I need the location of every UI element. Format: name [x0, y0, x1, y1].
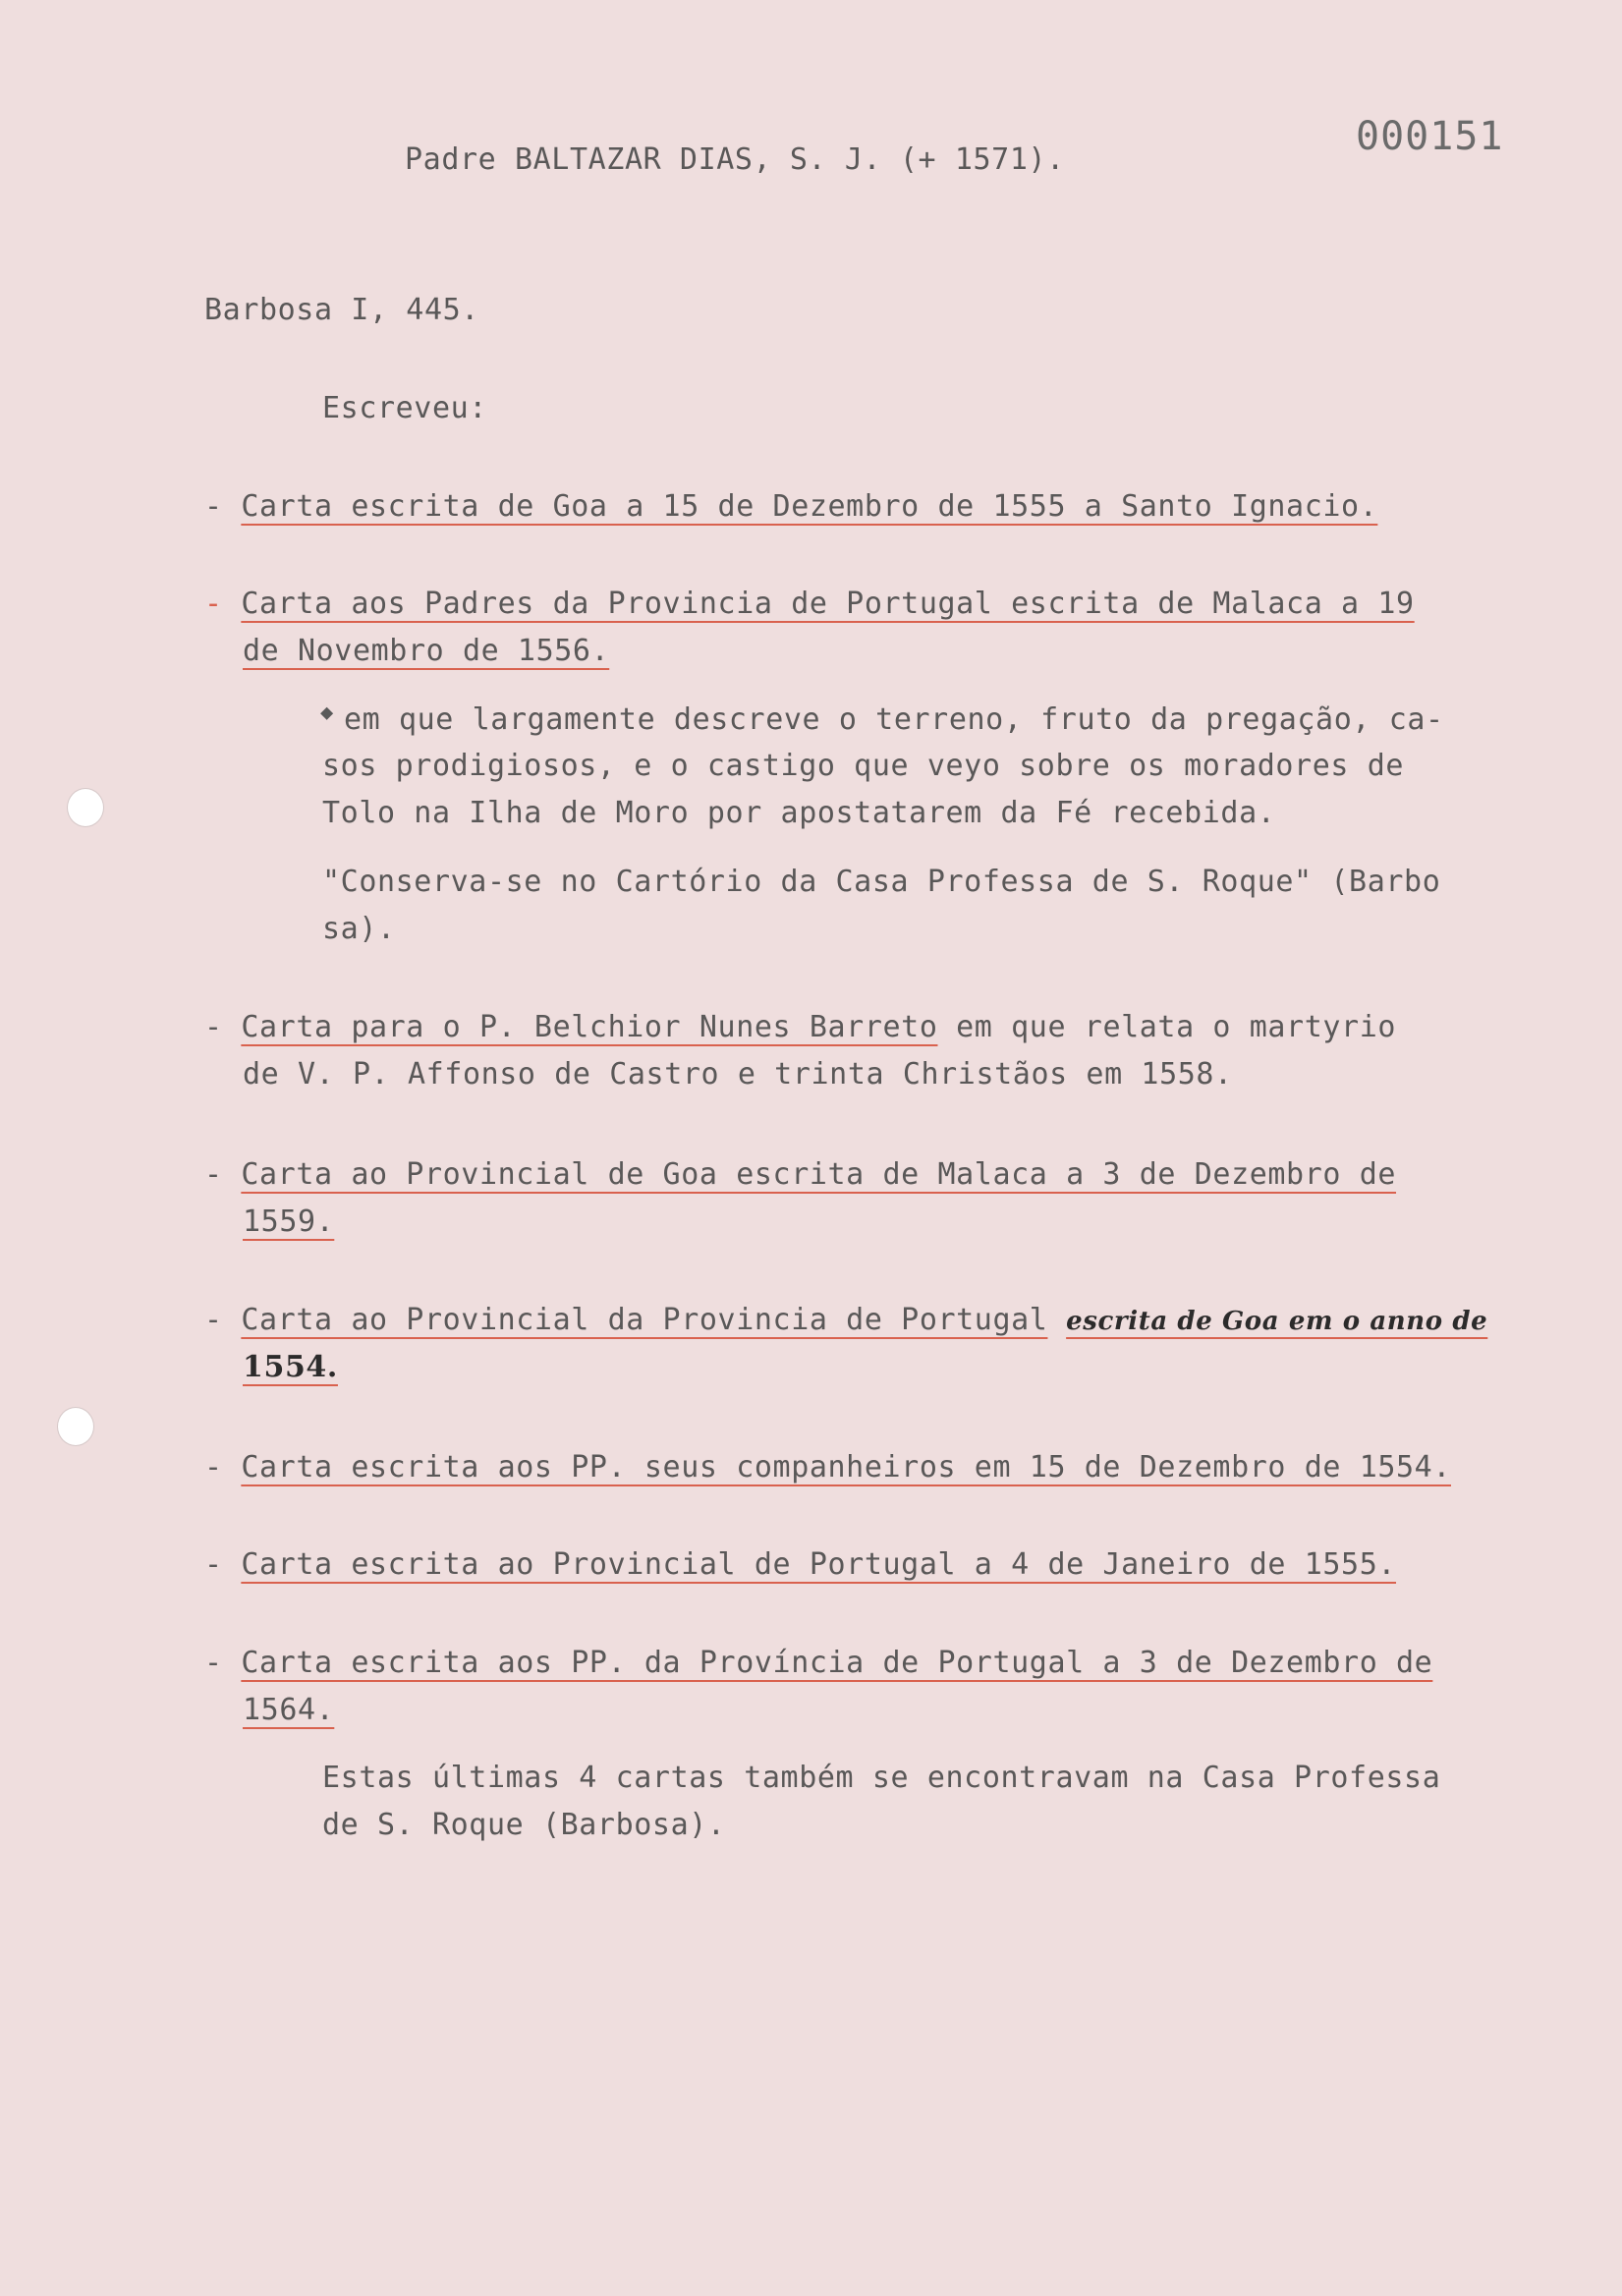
- item-text: Carta para o P. Belchior Nunes Barreto: [241, 1010, 938, 1044]
- insertion-mark-icon: ◆: [320, 700, 334, 725]
- item-text: Carta escrita ao Provincial de Portugal a 4 de Janeiro de 1555.: [241, 1547, 1397, 1582]
- list-item: [204, 1010, 1396, 1044]
- dash: -: [204, 1646, 223, 1680]
- item-text: Carta escrita de Goa a 15 de Dezembro de 1555 a Santo Ignacio.: [241, 489, 1378, 524]
- handwritten-year: 1554.: [243, 1350, 338, 1384]
- item-text: Carta ao Provincial de Goa escrita de Malaca a 3 de Dezembro de: [241, 1157, 1397, 1192]
- note-line: Tolo na Ilha de Moro por apostatarem da Fé recebida.: [322, 796, 1276, 830]
- dash: -: [204, 1010, 223, 1044]
- note-line: de S. Roque (Barbosa).: [322, 1808, 726, 1842]
- dash: -: [204, 587, 223, 621]
- list-item: [204, 1157, 1396, 1192]
- list-item: [204, 1646, 1432, 1680]
- punch-hole: [57, 1407, 94, 1446]
- punch-hole: [67, 788, 104, 827]
- note-line: sa).: [322, 912, 396, 946]
- note-line: sos prodigiosos, e o castigo que veyo sobre os moradores de: [322, 749, 1405, 783]
- note-line: "Conserva-se no Cartório da Casa Professa de S. Roque" (Barbo: [322, 865, 1441, 899]
- dash: -: [204, 489, 223, 524]
- list-item: [204, 1547, 1396, 1582]
- dash: -: [204, 1450, 223, 1484]
- item-text: Carta escrita aos PP. seus companheiros em 15 de Dezembro de 1554.: [241, 1450, 1452, 1484]
- note-line: Estas últimas 4 cartas também se encontravam na Casa Professa: [322, 1761, 1441, 1795]
- list-item: [204, 1450, 1451, 1484]
- item-text-continued: de V. P. Affonso de Castro e trinta Christãos em 1558.: [243, 1057, 1233, 1092]
- list-item: [204, 587, 1415, 621]
- dash: -: [204, 1157, 223, 1192]
- list-item: [204, 489, 1377, 524]
- item-text: Carta aos Padres da Provincia de Portugal escrita de Malaca a 19: [241, 587, 1415, 621]
- page-title: Padre BALTAZAR DIAS, S. J. (+ 1571).: [405, 142, 1065, 177]
- dash: -: [204, 1303, 223, 1337]
- reference: Barbosa I, 445.: [204, 293, 479, 327]
- dash: -: [204, 1547, 223, 1582]
- item-text-continued: de Novembro de 1556.: [243, 634, 610, 668]
- note-line: em que largamente descreve o terreno, fruto da pregação, ca-: [344, 702, 1444, 737]
- item-text-rest: em que relata o martyrio: [937, 1010, 1397, 1044]
- item-text: Carta escrita aos PP. da Província de Portugal a 3 de Dezembro de: [241, 1646, 1433, 1680]
- list-item: [204, 1303, 1487, 1337]
- item-text: Carta ao Provincial da Provincia de Portugal: [241, 1303, 1048, 1337]
- intro-text: Escreveu:: [322, 391, 487, 425]
- catalog-number: 000151: [1356, 114, 1504, 159]
- item-text-continued: 1559.: [243, 1204, 335, 1239]
- handwritten-addition: escrita de Goa em o anno de: [1066, 1307, 1488, 1336]
- item-text-continued: 1564.: [243, 1693, 335, 1727]
